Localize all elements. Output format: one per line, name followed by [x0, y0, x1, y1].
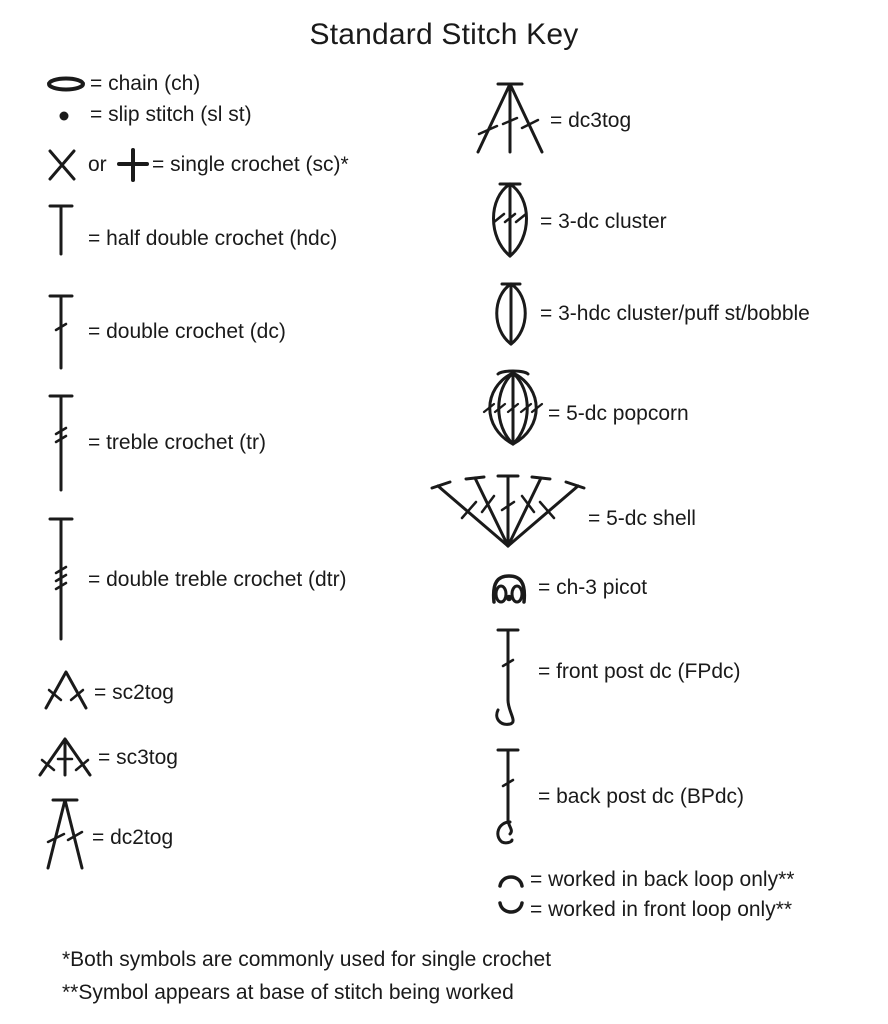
popcorn-label: = 5-dc popcorn	[548, 402, 689, 425]
dc-cluster-label: = 3-dc cluster	[540, 210, 667, 233]
single-crochet-label: = single crochet (sc)*	[152, 153, 349, 176]
sc2tog-symbol-icon	[38, 666, 94, 712]
dtr-label: = double treble crochet (dtr)	[88, 568, 347, 591]
sc-or-label: or	[88, 153, 107, 176]
dc3tog-label: = dc3tog	[550, 109, 632, 132]
chain-label: = chain (ch)	[90, 72, 201, 95]
shell-symbol-icon	[432, 472, 588, 552]
x-symbol-icon	[44, 148, 80, 182]
sc3tog-label: = sc3tog	[98, 746, 178, 769]
hdc-symbol-icon	[46, 202, 76, 258]
sc2tog-label: = sc2tog	[94, 681, 174, 704]
shell-label: = 5-dc shell	[588, 507, 696, 530]
picot-label: = ch-3 picot	[538, 576, 648, 599]
fpdc-symbol-icon	[488, 626, 534, 726]
dc-label: = double crochet (dc)	[88, 320, 286, 343]
footnote-base-symbol: **Symbol appears at base of stitch being worked	[62, 981, 514, 1004]
sc3tog-symbol-icon	[32, 733, 98, 779]
dc-cluster-symbol-icon	[484, 180, 536, 260]
popcorn-symbol-icon	[478, 368, 548, 448]
dc-symbol-icon	[46, 292, 76, 372]
dc2tog-label: = dc2tog	[92, 826, 174, 849]
picot-symbol-icon	[488, 572, 530, 606]
hdc-label: = half double crochet (hdc)	[88, 227, 338, 250]
fpdc-label: = front post dc (FPdc)	[538, 660, 741, 683]
dc2tog-symbol-icon	[40, 796, 90, 872]
dc3tog-symbol-icon	[470, 80, 550, 158]
slip-stitch-label: = slip stitch (sl st)	[90, 103, 252, 126]
plus-symbol-icon	[116, 148, 150, 182]
footnote-single-crochet: *Both symbols are commonly used for single crochet	[62, 948, 552, 971]
back-loop-symbol-icon	[496, 870, 526, 890]
tr-label: = treble crochet (tr)	[88, 431, 266, 454]
chain-symbol-icon	[44, 74, 90, 94]
bpdc-label: = back post dc (BPdc)	[538, 785, 745, 808]
hdc-cluster-label: = 3-hdc cluster/puff st/bobble	[540, 302, 810, 325]
front-loop-symbol-icon	[496, 899, 526, 919]
front-loop-label: = worked in front loop only**	[530, 898, 793, 921]
dtr-symbol-icon	[46, 515, 76, 643]
back-loop-label: = worked in back loop only**	[530, 868, 795, 891]
bpdc-symbol-icon	[488, 746, 534, 846]
tr-symbol-icon	[46, 392, 76, 494]
page-title: Standard Stitch Key	[309, 18, 579, 51]
slip-stitch-symbol-icon	[54, 106, 74, 126]
hdc-cluster-symbol-icon	[488, 280, 534, 348]
